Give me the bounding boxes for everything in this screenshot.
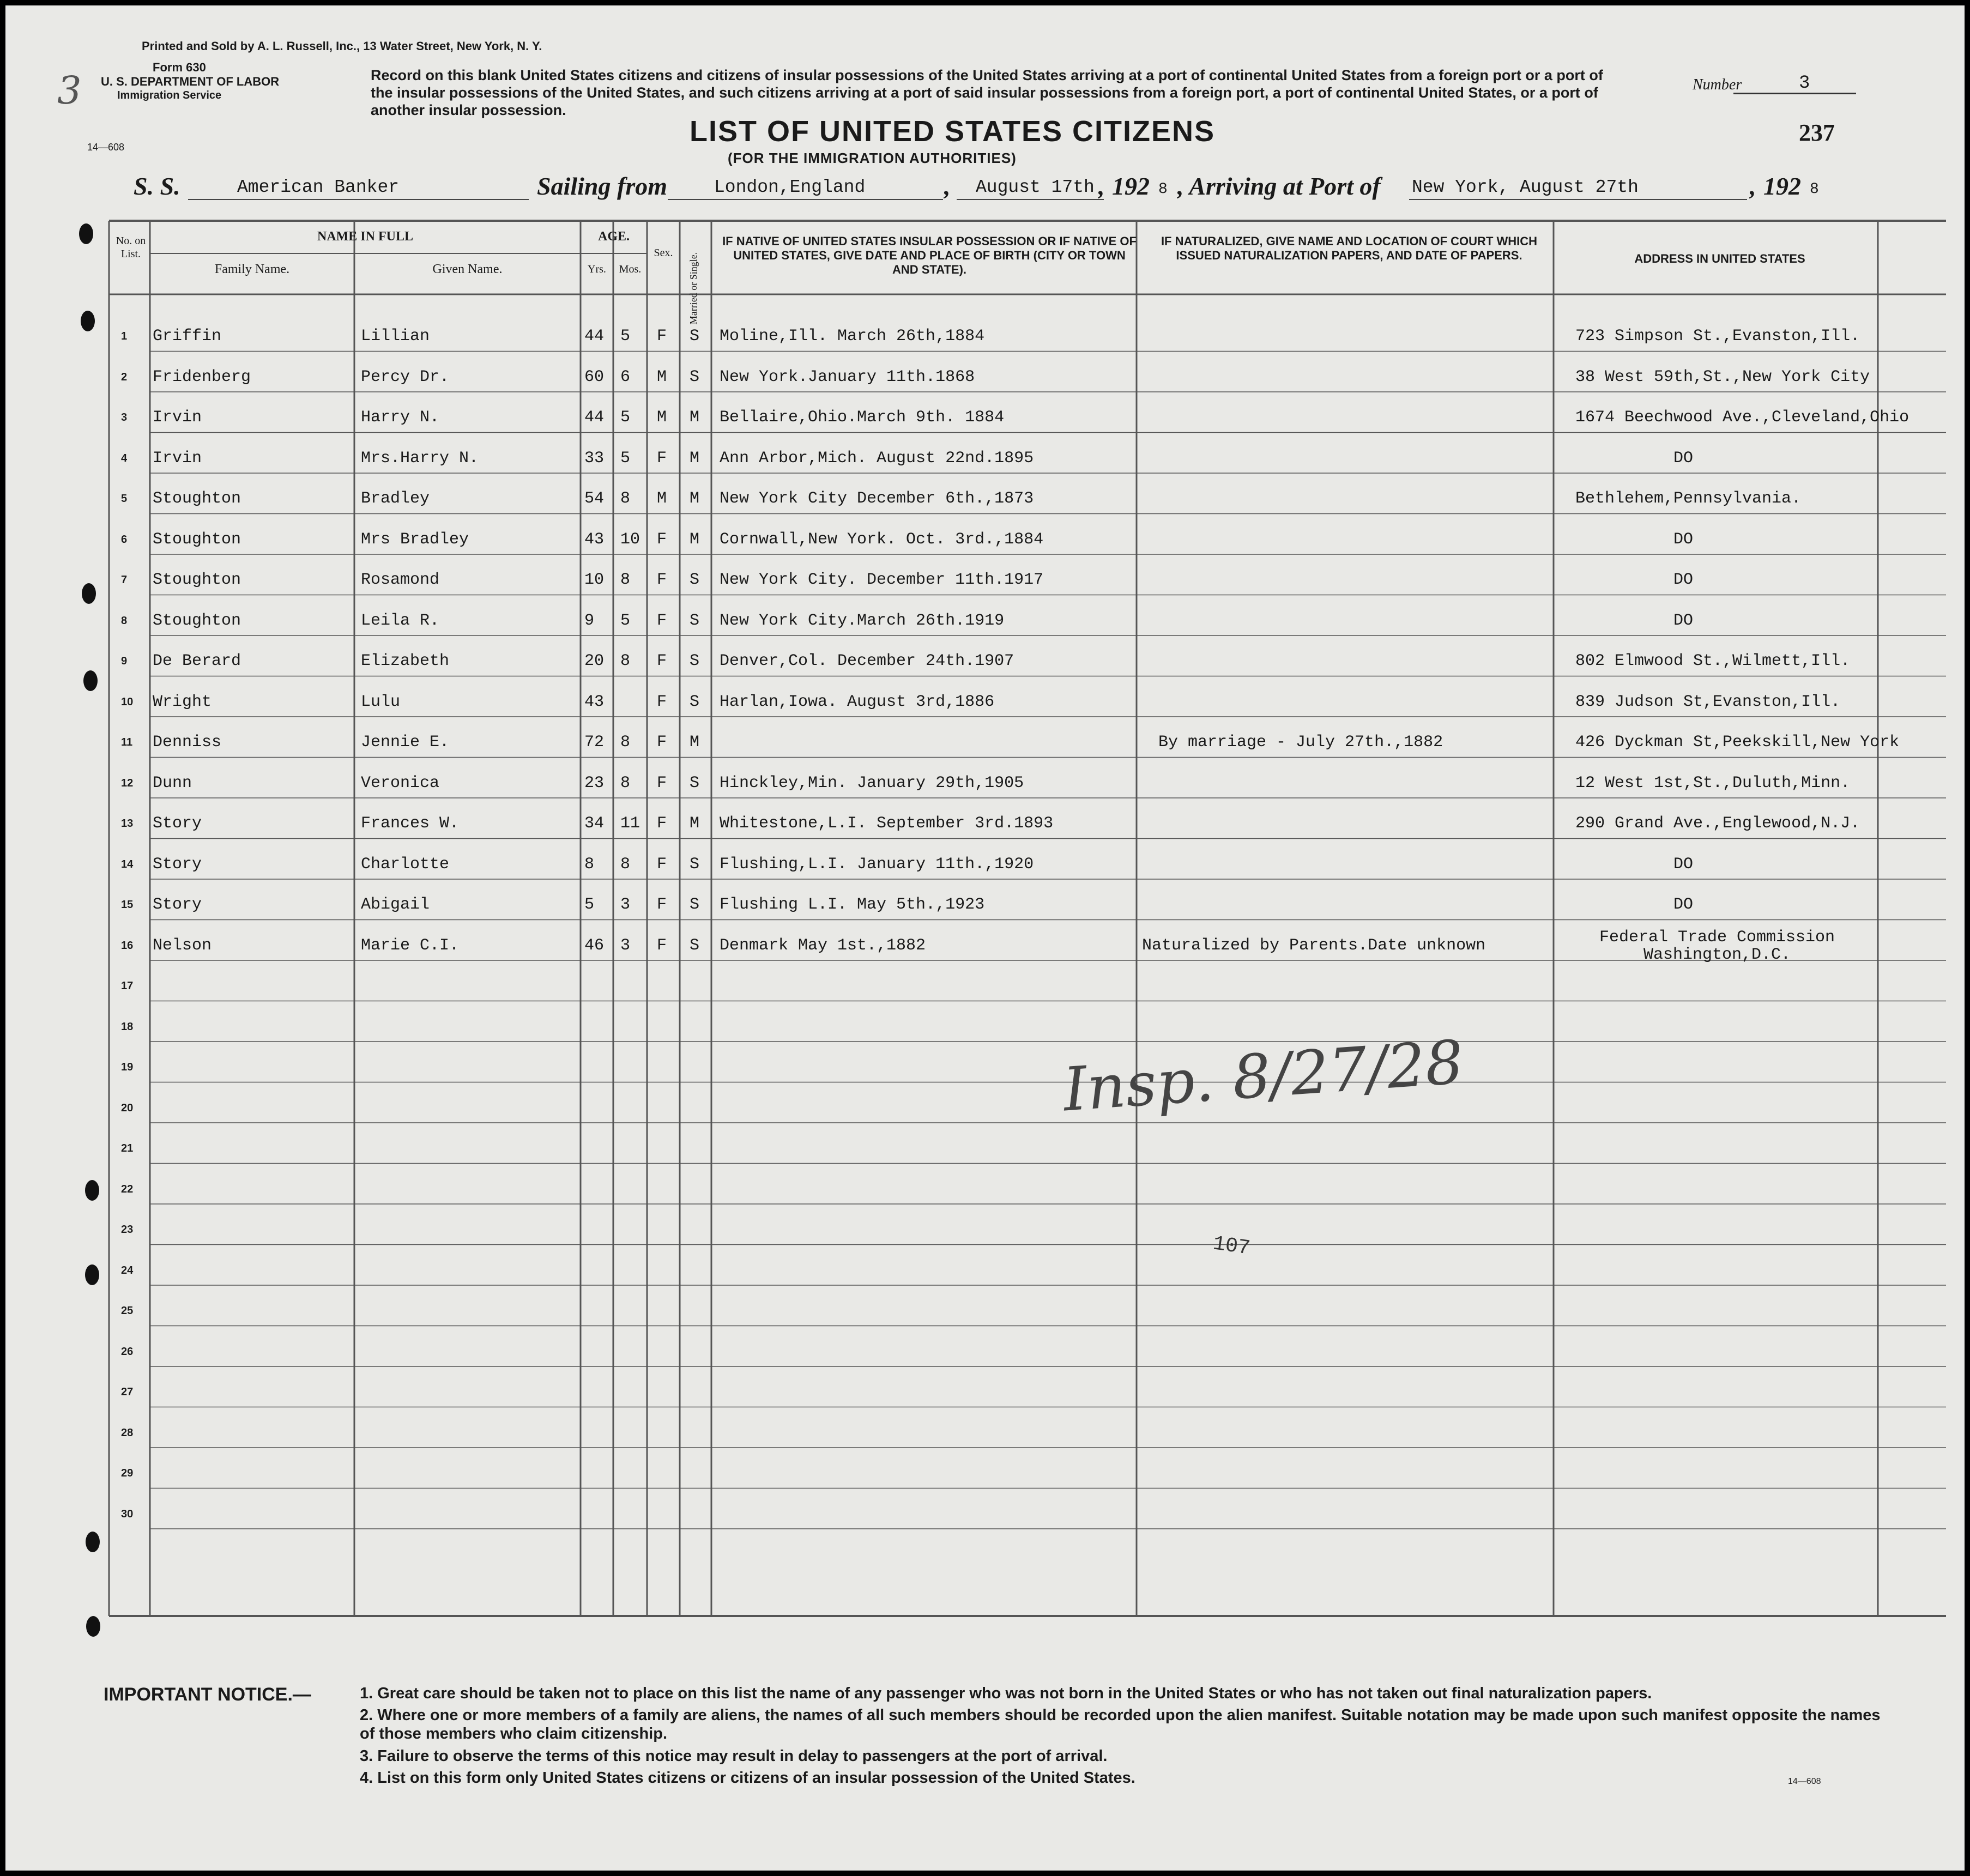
cell-sex: F bbox=[657, 449, 667, 468]
cell-ms: S bbox=[690, 571, 700, 589]
cell-no: 12 bbox=[121, 777, 134, 789]
row-number: 19 bbox=[121, 1061, 134, 1073]
cell-mos: 8 bbox=[620, 571, 631, 589]
cell-mos: 3 bbox=[620, 936, 631, 955]
cell-yrs: 60 bbox=[584, 367, 605, 386]
cell-sex: F bbox=[657, 895, 667, 914]
cell-yrs: 33 bbox=[584, 449, 605, 468]
cell-given: Veronica bbox=[361, 773, 440, 792]
cell-no: 15 bbox=[121, 899, 134, 911]
cell-birth: New York City. December 11th.1917 bbox=[720, 571, 1044, 589]
cell-mos: 3 bbox=[620, 895, 631, 914]
col-sex: Sex. bbox=[654, 247, 673, 259]
cell-mos: 8 bbox=[620, 652, 631, 670]
cell-no: 2 bbox=[121, 371, 128, 383]
cell-no: 16 bbox=[121, 939, 134, 952]
year-prefix: 192 bbox=[1763, 172, 1801, 200]
cell-given: Rosamond bbox=[361, 571, 440, 589]
col-married-single: Married or Single. bbox=[688, 252, 699, 325]
cell-address: Bethlehem,Pennsylvania. bbox=[1575, 489, 1802, 508]
sailing-date: August 17th bbox=[976, 177, 1095, 197]
year-digit: 8 bbox=[1158, 181, 1168, 198]
cell-mos: 6 bbox=[620, 367, 631, 386]
cell-yrs: 23 bbox=[584, 773, 605, 792]
cell-ms: S bbox=[690, 773, 700, 792]
cell-family: Stoughton bbox=[153, 489, 241, 508]
cell-given: Charlotte bbox=[361, 855, 450, 874]
col-naturalized: IF NATURALIZED, GIVE NAME AND LOCATION OF COURT WHICH ISSUED NATURALIZATION PAPERS, AND DATE OF PAPERS. bbox=[1161, 234, 1538, 262]
col-name-in-full: NAME IN FULL bbox=[317, 229, 413, 244]
row-number: 22 bbox=[121, 1183, 134, 1195]
cell-family: Nelson bbox=[153, 936, 212, 955]
cell-no: 8 bbox=[121, 614, 128, 627]
cell-mos: 5 bbox=[620, 327, 631, 346]
cell-sex: F bbox=[657, 814, 667, 833]
col-no: No. on List. bbox=[116, 235, 146, 260]
page-number: 237 bbox=[1799, 119, 1835, 146]
notice-item-4: 4. List on this form only United States citizens or citizens of an insular possession of the United States. bbox=[360, 1769, 1135, 1787]
notice-item-1: 1. Great care should be taken not to place on this list the name of any passenger who was not born in the United States or who has not taken out final naturalization papers. bbox=[360, 1685, 1652, 1702]
cell-yrs: 44 bbox=[584, 327, 605, 346]
cell-birth: New York.January 11th.1868 bbox=[720, 367, 975, 386]
page-subtitle: (FOR THE IMMIGRATION AUTHORITIES) bbox=[728, 150, 1017, 166]
cell-birth: New York City December 6th.,1873 bbox=[720, 489, 1034, 508]
sailing-label: Sailing from bbox=[537, 172, 668, 200]
cell-family: Irvin bbox=[153, 449, 202, 468]
cell-sex: F bbox=[657, 773, 667, 792]
ss-label: S. S. bbox=[134, 172, 180, 200]
cell-birth: Whitestone,L.I. September 3rd.1893 bbox=[720, 814, 1054, 833]
cell-sex: F bbox=[657, 936, 667, 955]
department-label: U. S. DEPARTMENT OF LABOR bbox=[101, 75, 280, 88]
number-label: Number bbox=[1693, 76, 1742, 93]
cell-birth: Denver,Col. December 24th.1907 bbox=[720, 652, 1014, 670]
cell-birth: New York City.March 26th.1919 bbox=[720, 611, 1005, 630]
cell-yrs: 5 bbox=[584, 895, 595, 914]
notice-title: IMPORTANT NOTICE.— bbox=[104, 1684, 311, 1705]
cell-given: Percy Dr. bbox=[361, 367, 450, 386]
cell-address: 1674 Beechwood Ave.,Cleveland,Ohio bbox=[1575, 408, 1909, 427]
cell-family: Stoughton bbox=[153, 611, 241, 630]
cell-yrs: 46 bbox=[584, 936, 605, 955]
cell-address: DO bbox=[1673, 449, 1694, 468]
cell-no: 1 bbox=[121, 330, 128, 342]
row-number: 30 bbox=[121, 1508, 134, 1520]
row-number: 25 bbox=[121, 1305, 134, 1317]
cell-ms: S bbox=[690, 936, 700, 955]
col-family-name: Family Name. bbox=[214, 262, 290, 276]
cell-family: Story bbox=[153, 895, 202, 914]
cell-family: Stoughton bbox=[153, 530, 241, 549]
comma: , bbox=[944, 172, 951, 200]
cell-ms: M bbox=[690, 814, 700, 833]
cell-given: Leila R. bbox=[361, 611, 440, 630]
row-number: 29 bbox=[121, 1467, 134, 1479]
cell-no: 9 bbox=[121, 655, 128, 667]
cell-mos: 5 bbox=[620, 408, 631, 427]
arriving-label: , Arriving at Port of bbox=[1177, 172, 1381, 200]
cell-no: 14 bbox=[121, 858, 134, 870]
cell-no: 4 bbox=[121, 452, 128, 464]
cell-address: 38 West 59th,St.,New York City bbox=[1575, 367, 1870, 386]
cell-given: Mrs Bradley bbox=[361, 530, 469, 549]
year-digit: 8 bbox=[1810, 181, 1819, 198]
cell-birth: Cornwall,New York. Oct. 3rd.,1884 bbox=[720, 530, 1044, 549]
cell-address: DO bbox=[1673, 895, 1694, 914]
cell-ms: M bbox=[690, 489, 700, 508]
cell-address: DO bbox=[1673, 855, 1694, 874]
cell-ms: S bbox=[690, 652, 700, 670]
form-number: Form 630 bbox=[153, 60, 206, 74]
row-number: 18 bbox=[121, 1020, 134, 1033]
sailing-from: London,England bbox=[714, 177, 866, 197]
cell-ms: S bbox=[690, 855, 700, 874]
form-code-top: 14—608 bbox=[87, 142, 125, 153]
cell-nat: Naturalized by Parents.Date unknown bbox=[1142, 936, 1486, 955]
cell-yrs: 10 bbox=[584, 571, 605, 589]
cell-sex: F bbox=[657, 611, 667, 630]
cell-sex: F bbox=[657, 652, 667, 670]
cell-ms: S bbox=[690, 327, 700, 346]
cell-ms: S bbox=[690, 611, 700, 630]
cell-address: Federal Trade Commission Washington,D.C. bbox=[1599, 928, 1835, 964]
cell-family: De Berard bbox=[153, 652, 241, 670]
cell-no: 5 bbox=[121, 493, 128, 505]
cell-yrs: 54 bbox=[584, 489, 605, 508]
cell-mos: 8 bbox=[620, 489, 631, 508]
cell-birth: Moline,Ill. March 26th,1884 bbox=[720, 327, 985, 346]
col-yrs: Yrs. bbox=[588, 263, 606, 275]
cell-family: Denniss bbox=[153, 733, 222, 752]
arrival-port-date: New York, August 27th bbox=[1412, 177, 1639, 197]
cell-no: 11 bbox=[121, 736, 133, 748]
cell-yrs: 72 bbox=[584, 733, 605, 752]
service-label: Immigration Service bbox=[117, 89, 222, 101]
cell-given: Mrs.Harry N. bbox=[361, 449, 479, 468]
cell-sex: F bbox=[657, 855, 667, 874]
page-title: LIST OF UNITED STATES CITIZENS bbox=[690, 115, 1215, 148]
stamp-number: 107 bbox=[1211, 1232, 1252, 1261]
cell-family: Irvin bbox=[153, 408, 202, 427]
cell-yrs: 20 bbox=[584, 652, 605, 670]
cell-mos: 10 bbox=[620, 530, 640, 549]
cell-no: 10 bbox=[121, 695, 134, 708]
record-instructions: Record on this blank United States citizens and citizens of insular possessions of the United States arriving at a port of continental United States from a foreign port or a port of the insular possessions of the United States, and such citizens arriving at a port of said insular possessions from a foreign port, a port of continental United States, or a port of another insular possession. bbox=[371, 67, 1603, 118]
cell-birth: Flushing L.I. May 5th.,1923 bbox=[720, 895, 985, 914]
cell-birth: Bellaire,Ohio.March 9th. 1884 bbox=[720, 408, 1005, 427]
cell-birth: Denmark May 1st.,1882 bbox=[720, 936, 926, 955]
cell-given: Lulu bbox=[361, 692, 401, 711]
form-code-bottom: 14—608 bbox=[1788, 1777, 1821, 1786]
row-number: 21 bbox=[121, 1142, 134, 1154]
cell-yrs: 9 bbox=[584, 611, 595, 630]
cell-address: DO bbox=[1673, 571, 1694, 589]
cell-yrs: 8 bbox=[584, 855, 595, 874]
cell-mos: 8 bbox=[620, 855, 631, 874]
cell-yrs: 44 bbox=[584, 408, 605, 427]
cell-sex: M bbox=[657, 408, 667, 427]
cell-family: Dunn bbox=[153, 773, 192, 792]
cell-ms: M bbox=[690, 733, 700, 752]
cell-sex: M bbox=[657, 489, 667, 508]
cell-nat: By marriage - July 27th.,1882 bbox=[1158, 733, 1443, 752]
row-number: 27 bbox=[121, 1386, 134, 1398]
cell-family: Stoughton bbox=[153, 571, 241, 589]
cell-family: Story bbox=[153, 814, 202, 833]
cell-address: 723 Simpson St.,Evanston,Ill. bbox=[1575, 327, 1860, 346]
cell-given: Jennie E. bbox=[361, 733, 450, 752]
cell-sex: F bbox=[657, 571, 667, 589]
manifest-sheet bbox=[5, 5, 1965, 1871]
cell-address: 839 Judson St,Evanston,Ill. bbox=[1575, 692, 1841, 711]
corner-handwritten-mark: 3 bbox=[57, 68, 82, 113]
year-prefix: 192 bbox=[1112, 172, 1150, 200]
col-age: AGE. bbox=[597, 229, 630, 244]
cell-yrs: 43 bbox=[584, 692, 605, 711]
row-number: 28 bbox=[121, 1426, 134, 1439]
cell-birth: Hinckley,Min. January 29th,1905 bbox=[720, 773, 1024, 792]
cell-address: 426 Dyckman St,Peekskill,New York bbox=[1575, 733, 1900, 752]
cell-mos: 8 bbox=[620, 773, 631, 792]
cell-family: Story bbox=[153, 855, 202, 874]
cell-given: Abigail bbox=[361, 895, 430, 914]
cell-birth: Harlan,Iowa. August 3rd,1886 bbox=[720, 692, 995, 711]
comma: , bbox=[1098, 172, 1105, 200]
comma: , bbox=[1750, 172, 1756, 200]
cell-ms: S bbox=[690, 367, 700, 386]
number-value: 3 bbox=[1799, 73, 1810, 94]
col-given-name: Given Name. bbox=[432, 262, 503, 276]
cell-given: Marie C.I. bbox=[361, 936, 460, 955]
cell-mos: 5 bbox=[620, 611, 631, 630]
cell-ms: M bbox=[690, 449, 700, 468]
cell-sex: F bbox=[657, 692, 667, 711]
cell-mos: 5 bbox=[620, 449, 631, 468]
row-number: 26 bbox=[121, 1345, 134, 1358]
cell-ms: M bbox=[690, 530, 700, 549]
cell-given: Harry N. bbox=[361, 408, 440, 427]
cell-given: Bradley bbox=[361, 489, 430, 508]
cell-ms: S bbox=[690, 895, 700, 914]
notice-item-3: 3. Failure to observe the terms of this notice may result in delay to passengers at the port of arrival. bbox=[360, 1747, 1108, 1765]
cell-no: 6 bbox=[121, 533, 128, 546]
cell-sex: F bbox=[657, 327, 667, 346]
cell-mos: 11 bbox=[620, 814, 640, 833]
cell-given: Frances W. bbox=[361, 814, 460, 833]
col-birth: IF NATIVE OF UNITED STATES INSULAR POSSESSION OR IF NATIVE OF UNITED STATES, GIVE DATE AND PLACE OF BIRTH (CITY OR TOWN AND STATE). bbox=[722, 234, 1137, 276]
notice-item-2: 2. Where one or more members of a family are aliens, the names of all such members should be recorded upon the alien manifest. Suitable notation may be made upon such manifest opposite the names of those members who claim citizenship. bbox=[360, 1706, 1881, 1742]
cell-birth: Ann Arbor,Mich. August 22nd.1895 bbox=[720, 449, 1034, 468]
col-address: ADDRESS IN UNITED STATES bbox=[1634, 252, 1805, 265]
inspection-signature: Insp. 8/27/28 bbox=[1061, 1027, 1466, 1125]
cell-sex: F bbox=[657, 530, 667, 549]
row-number: 20 bbox=[121, 1102, 134, 1114]
cell-yrs: 34 bbox=[584, 814, 605, 833]
cell-ms: M bbox=[690, 408, 700, 427]
ship-name: American Banker bbox=[237, 177, 400, 197]
cell-sex: M bbox=[657, 367, 667, 386]
cell-yrs: 43 bbox=[584, 530, 605, 549]
row-number: 24 bbox=[121, 1264, 134, 1276]
cell-ms: S bbox=[690, 692, 700, 711]
cell-sex: F bbox=[657, 733, 667, 752]
printer-line: Printed and Sold by A. L. Russell, Inc., 13 Water Street, New York, N. Y. bbox=[142, 39, 542, 53]
cell-family: Griffin bbox=[153, 327, 222, 346]
cell-address: 12 West 1st,St.,Duluth,Minn. bbox=[1575, 773, 1851, 792]
cell-given: Lillian bbox=[361, 327, 430, 346]
cell-birth: Flushing,L.I. January 11th.,1920 bbox=[720, 855, 1034, 874]
cell-mos: 8 bbox=[620, 733, 631, 752]
cell-no: 3 bbox=[121, 411, 128, 423]
cell-address: DO bbox=[1673, 530, 1694, 549]
row-number: 23 bbox=[121, 1224, 134, 1236]
cell-address: 290 Grand Ave.,Englewood,N.J. bbox=[1575, 814, 1860, 833]
row-number: 17 bbox=[121, 980, 134, 992]
col-mos: Mos. bbox=[619, 263, 642, 275]
cell-family: Wright bbox=[153, 692, 212, 711]
cell-given: Elizabeth bbox=[361, 652, 450, 670]
cell-address: DO bbox=[1673, 611, 1694, 630]
cell-family: Fridenberg bbox=[153, 367, 251, 386]
cell-address: 802 Elmwood St.,Wilmett,Ill. bbox=[1575, 652, 1851, 670]
cell-no: 13 bbox=[121, 818, 134, 830]
cell-no: 7 bbox=[121, 574, 128, 586]
